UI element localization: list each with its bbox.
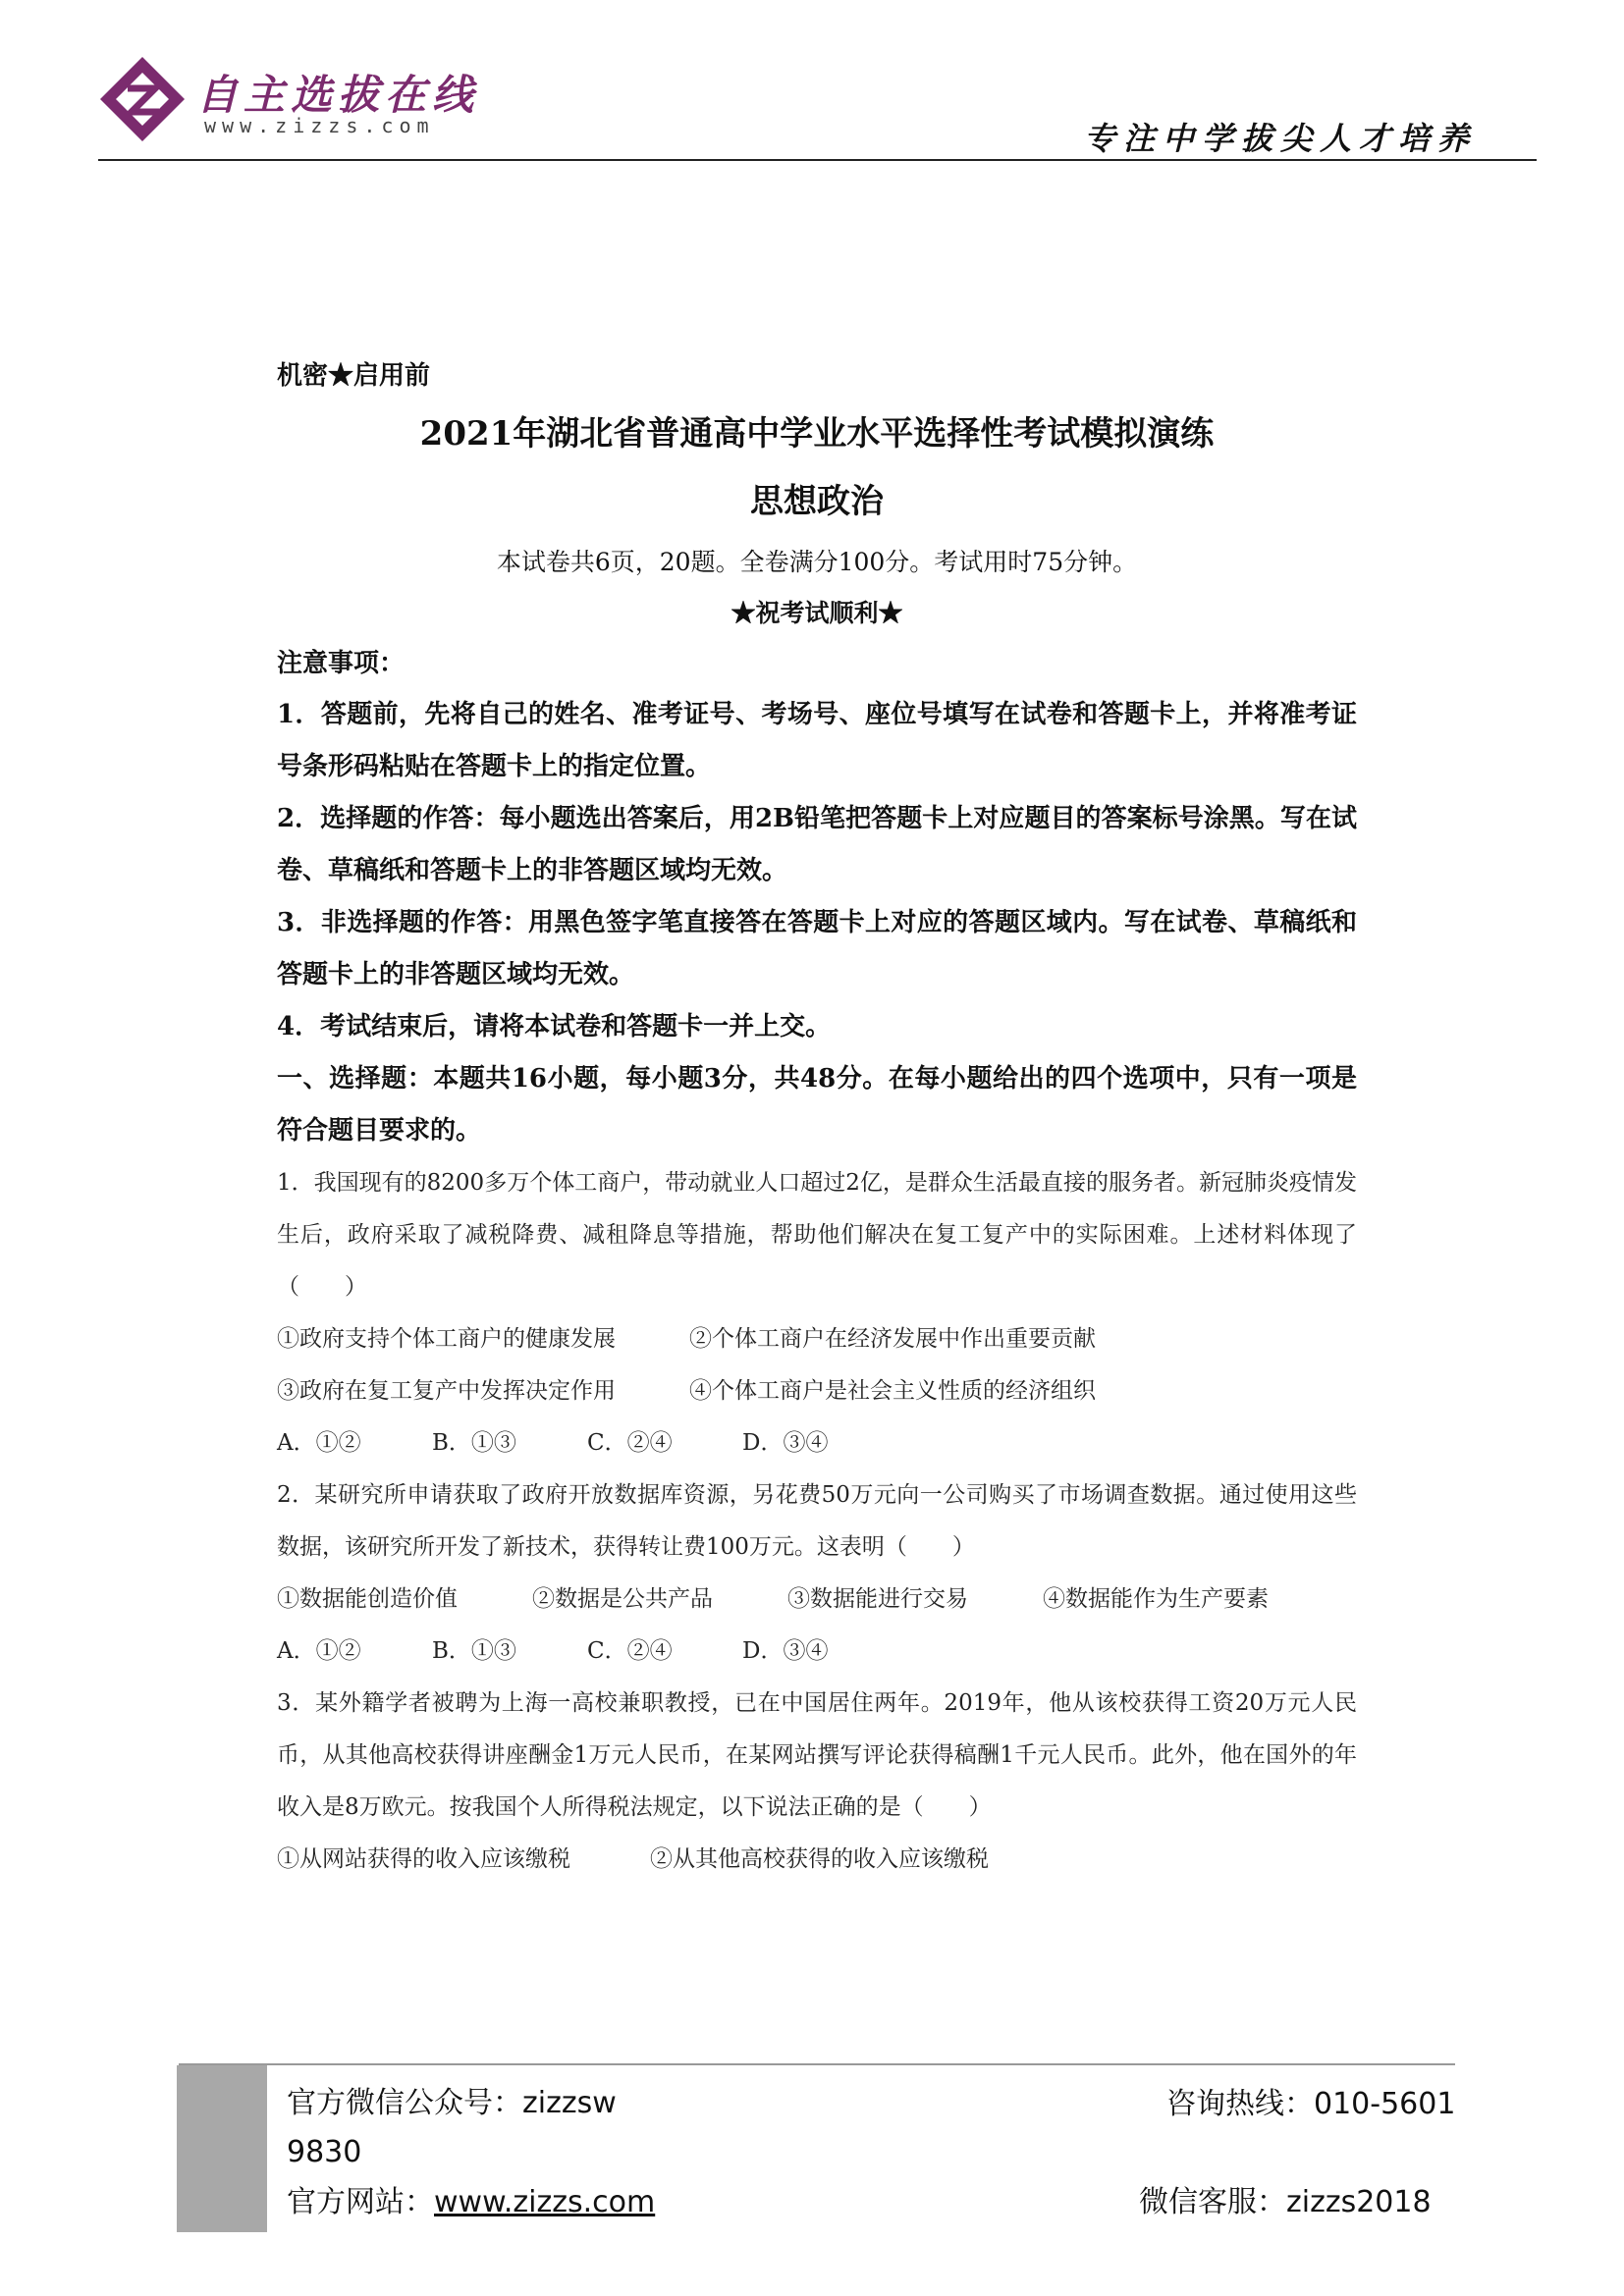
logo-url: www.zizzs.com [204,114,435,137]
exam-meta: 本试卷共6页，20题。全卷满分100分。考试用时75分钟。 [496,548,1138,576]
statement: ①从网站获得的收入应该缴税 [277,1846,570,1872]
footer-accent-bar [177,2065,267,2232]
choice-b: B．①③ [432,1638,516,1664]
footer-divider [179,2063,1455,2065]
header-divider [98,159,1537,161]
statement: ②个体工商户在经济发展中作出重要贡献 [689,1326,1096,1352]
exam-document [277,355,1357,1886]
statement: ②数据是公共产品 [532,1586,713,1612]
page-title: 2021年湖北省普通高中学业水平选择性考试模拟演练 [419,414,1215,454]
notice-item: 4．考试结束后，请将本试卷和答题卡一并上交。 [277,1012,832,1041]
choice-b: B．①③ [432,1430,516,1456]
question-3-stem: 3．某外籍学者被聘为上海一高校兼职教授，已在中国居住两年。2019年，他从该校获得工资20万元人民币，从其他高校获得讲座酬金1万元人民币，在某网站撰写评论获得稿酬1千元人民币。此外，他在国外的年收入是8万欧元。按我国个人所得税法规定，以下说法正确的是（ ） [277,1690,1357,1820]
notice-item: 1．答题前，先将自己的姓名、准考证号、考场号、座位号填写在试卷和答题卡上，并将准考证号条形码粘贴在答题卡上的指定位置。 [277,700,1357,781]
statement: ①政府支持个体工商户的健康发展 [277,1326,616,1352]
footer-website-label: 官方网站： [287,2185,434,2219]
logo-icon [98,55,187,143]
subject-title: 思想政治 [750,482,884,521]
choice-a: A．①② [277,1430,361,1456]
footer-website [287,2177,655,2220]
choice-d: D．③④ [742,1430,829,1456]
question-1-choices [277,1417,1357,1469]
footer-website-link[interactable]: www.zizzs.com [434,2185,656,2219]
statement: ④个体工商户是社会主义性质的经济组织 [689,1378,1096,1404]
question-2-choices [277,1626,1357,1678]
question-3-statements [277,1834,1357,1886]
notice-item: 2．选择题的作答：每小题选出答案后，用2B铅笔把答题卡上对应题目的答案标号涂黑。写在试卷、草稿纸和答题卡上的非答题区域均无效。 [277,804,1357,885]
statement: ③数据能进行交易 [787,1586,968,1612]
notice-item: 3．非选择题的作答：用黑色签字笔直接答在答题卡上对应的答题区域内。写在试卷、草稿纸和答题卡上的非答题区域均无效。 [277,908,1357,989]
question-1-statements-row1 [277,1313,1357,1365]
statement: ②从其他高校获得的收入应该缴税 [650,1846,989,1872]
footer-hotline: 咨询热线：010-5601 [1166,2087,1456,2121]
question-1-stem: 1．我国现有的8200多万个体工商户，带动就业人口超过2亿，是群众生活最直接的服务者。新冠肺炎疫情发生后，政府采取了减税降费、减租降息等措施，帮助他们解决在复工复产中的实际困难。上述材料体现了（ ） [277,1170,1357,1300]
good-luck-line: ★祝考试顺利★ [731,599,903,627]
secret-label: 机密★启用前 [277,361,431,391]
section-heading: 一、选择题：本题共16小题，每小题3分，共48分。在每小题给出的四个选项中，只有一项是符合题目要求的。 [277,1064,1357,1146]
question-1-statements-row2 [277,1365,1357,1417]
statement: ①数据能创造价值 [277,1586,458,1612]
header-tagline: 专注中学拔尖人才培养 [1083,120,1477,157]
statement: ④数据能作为生产要素 [1043,1586,1269,1612]
notice-heading: 注意事项： [277,649,406,678]
choice-c: C．②④ [587,1430,673,1456]
question-2-stem: 2．某研究所申请获取了政府开放数据库资源，另花费50万元向一公司购买了市场调查数据。通过使用这些数据，该研究所开发了新技术，获得转让费100万元。这表明（ ） [277,1482,1357,1560]
logo-text: 自主选拔在线 [196,71,480,119]
choice-a: A．①② [277,1638,361,1664]
choice-c: C．②④ [587,1638,673,1664]
choice-d: D．③④ [742,1638,829,1664]
footer-customer-service: 微信客服：zizzs2018 [1139,2185,1432,2219]
footer-wechat: 官方微信公众号：zizzsw 9830 [287,2086,617,2169]
question-2-statements [277,1574,1357,1626]
statement: ③政府在复工复产中发挥决定作用 [277,1378,616,1404]
